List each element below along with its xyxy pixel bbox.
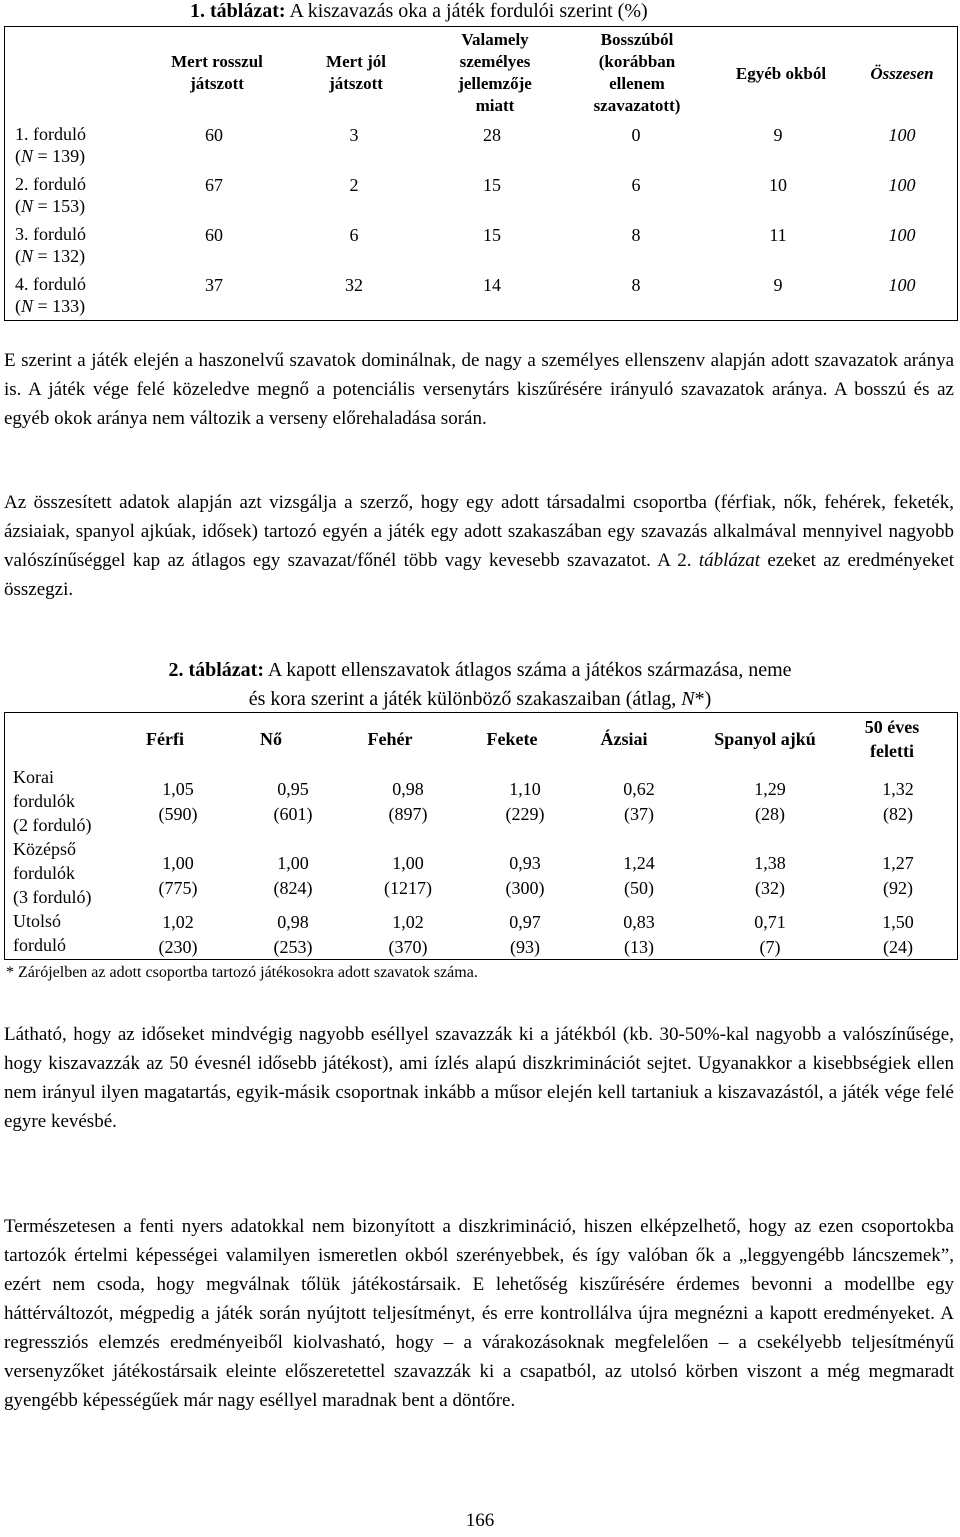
table2-cell-count: (370) — [388, 937, 428, 957]
table2-cell — [730, 851, 810, 901]
table1-col-header — [147, 51, 287, 95]
table2-cell — [138, 910, 218, 960]
table2-cell — [730, 777, 810, 827]
table2-col-header: Fekete — [486, 729, 538, 749]
row-label-line: fordulók — [13, 863, 75, 883]
table2-cell — [138, 777, 218, 827]
table1 — [4, 26, 958, 321]
row-label-line: 1. forduló — [15, 124, 86, 144]
table2-cell — [485, 910, 565, 960]
paragraph-2-text — [4, 488, 954, 604]
table2-title-text2: és kora szerint a játék különböző szakaszaiban (átlag, — [248, 688, 677, 710]
table2-cell — [599, 910, 679, 960]
table2-title-line2 — [0, 685, 960, 714]
table2-cell — [858, 777, 938, 827]
header-line: miatt — [475, 96, 515, 115]
table2-row-label — [13, 837, 91, 909]
table2-title — [0, 656, 960, 714]
table1-cell: 100 — [888, 275, 916, 295]
table2-title-end: *) — [694, 688, 712, 710]
header-line: Mert rosszul — [171, 52, 263, 71]
row-label-line: (2 forduló) — [13, 815, 92, 835]
table2-cell-count: (253) — [273, 937, 313, 957]
header-line: feletti — [870, 741, 914, 761]
table2-cell-count: (50) — [624, 878, 654, 898]
table1-cell: 9 — [773, 125, 783, 145]
table2-cell-value: 0,98 — [392, 779, 424, 799]
table1-row-label — [15, 273, 86, 317]
table2-cell-value: 1,00 — [162, 853, 194, 873]
table2-cell-value: 1,05 — [162, 779, 194, 799]
table2-cell-value: 1,27 — [882, 853, 914, 873]
row-label-count: = 153) — [37, 196, 86, 216]
table2-cell-count: (590) — [158, 804, 198, 824]
table2-cell-value: 1,24 — [623, 853, 655, 873]
table2-cell-value: 0,97 — [509, 912, 541, 932]
header-line: Mert jól — [326, 52, 386, 71]
table2-cell-count: (230) — [158, 937, 198, 957]
table2-cell — [485, 777, 565, 827]
table1-col-header — [567, 29, 707, 117]
table1-col-header — [711, 63, 851, 85]
paren: ( — [15, 146, 21, 166]
table2-col-header: Ázsiai — [600, 729, 648, 749]
page-number: 166 — [465, 1510, 495, 1531]
table2-row-label — [13, 765, 91, 837]
table2-row-label — [13, 909, 66, 957]
row-label-line: Korai — [13, 767, 54, 787]
paragraph-4 — [4, 1212, 954, 1415]
paragraph-2-italic: táblázat — [698, 550, 761, 571]
table2-cell-count: (7) — [759, 937, 781, 957]
table2-col-header: Férfi — [146, 729, 184, 749]
table2-cell-count: (601) — [273, 804, 313, 824]
table2-title-label: 2. táblázat: — [168, 659, 264, 681]
table2-cell — [138, 851, 218, 901]
header-line: (korábban — [598, 52, 676, 71]
table1-cell: 0 — [631, 125, 641, 145]
table1-cell: 2 — [349, 175, 359, 195]
table2-cell-count: (28) — [755, 804, 785, 824]
table1-col-header — [435, 29, 555, 117]
table2-cell — [253, 910, 333, 960]
row-label-line: 2. forduló — [15, 174, 86, 194]
table1-cell: 32 — [345, 275, 363, 295]
table2-cell-value: 0,93 — [509, 853, 541, 873]
row-label-count: = 133) — [37, 296, 86, 316]
table2-cell-count: (1217) — [384, 878, 432, 898]
row-label-line — [15, 195, 86, 217]
table2-cell — [368, 851, 448, 901]
table1-cell: 10 — [769, 175, 787, 195]
header-line: Valamely — [461, 30, 529, 49]
table1-cell: 3 — [349, 125, 359, 145]
table2-cell-value: 0,98 — [277, 912, 309, 932]
table1-cell: 8 — [631, 225, 641, 245]
table2 — [4, 712, 958, 960]
table1-cell: 9 — [773, 275, 783, 295]
table1-cell: 60 — [205, 225, 223, 245]
table1-col-header — [301, 51, 411, 95]
paragraph-2-part: ezeket az eredményeket összegzi. — [4, 550, 954, 600]
table1-row-label — [15, 123, 86, 167]
table2-cell-count: (93) — [510, 937, 540, 957]
table2-cell-count: (37) — [624, 804, 654, 824]
table1-cell: 14 — [483, 275, 501, 295]
table2-col-header — [837, 715, 947, 763]
table2-cell-value: 1,00 — [392, 853, 424, 873]
paragraph-3-text: Látható, hogy az időseket mindvégig nagyobb eséllyel szavazzák ki a játékból (kb. 30-50%-kal nagyobb a valószínűsége, hogy kiszavazzák az 50 évesnél idősebb játékost), ami ízlés alapú diszkriminációt sejtet. Ugyanakkor a kisebbségiek ellen nem irányul ilyen magatartás, egyik-másik csoportnak inkább a műsor elején kell tartaniuk a kiszavazástól, a játék vége felé egyre kevésbé. — [4, 1024, 954, 1132]
table2-footnote: * Zárójelben az adott csoportba tartozó játékosokra adott szavatok száma. — [6, 964, 478, 981]
table2-cell-value: 0,95 — [277, 779, 309, 799]
table1-cell: 37 — [205, 275, 223, 295]
table1-title-label: 1. táblázat: — [190, 0, 286, 22]
table1-cell: 28 — [483, 125, 501, 145]
table2-cell-count: (775) — [158, 878, 198, 898]
table2-col-header: Fehér — [367, 729, 413, 749]
table1-cell: 100 — [888, 125, 916, 145]
table2-cell-value: 0,83 — [623, 912, 655, 932]
header-line: 50 éves — [864, 717, 920, 737]
table1-cell: 8 — [631, 275, 641, 295]
table2-cell-count: (24) — [883, 937, 913, 957]
n-symbol: N — [21, 246, 34, 266]
table2-cell — [858, 851, 938, 901]
table2-cell-value: 1,10 — [509, 779, 541, 799]
header-line: ellenem — [609, 74, 665, 93]
table2-cell-count: (897) — [388, 804, 428, 824]
table2-cell — [858, 910, 938, 960]
table2-cell-count: (82) — [883, 804, 913, 824]
table2-cell-value: 1,02 — [392, 912, 424, 932]
table2-cell-count: (32) — [755, 878, 785, 898]
n-symbol: N — [21, 196, 34, 216]
table2-cell-value: 1,50 — [882, 912, 914, 932]
row-label-line — [15, 295, 86, 317]
table2-cell-value: 1,29 — [754, 779, 786, 799]
table2-cell-value: 1,38 — [754, 853, 786, 873]
table2-cell — [368, 910, 448, 960]
row-label-line — [15, 145, 86, 167]
table2-title-line1 — [0, 656, 960, 685]
table2-cell — [368, 777, 448, 827]
paragraph-4-text: Természetesen a fenti nyers adatokkal nem bizonyított a diszkrimináció, hiszen elképzelhető, hogy az ezen csoportokba tartozók értelmi képességei valamilyen ismeretlen okból szerényebbek, és így valóban ők a „leggyengébb láncszemek”, ezért nem csoda, hogy megválnak tőlük játékostársaik. E lehetőség kiszűrésére érdemes bevonni a modellbe egy háttérváltozót, mégpedig a játék során nyújtott teljesítményt, és erre kontrollálva újra megnézni a kapott eredményeket. A regressziós elemzés eredményeiből kiolvasható, hogy – a várakozásoknak megfelelően – a csekélyebb teljesítményű versenyzőket játékostársaik eleinte előszeretettel szavazzák ki a csapatból, az utolsó körben viszont a még megmaradt gyengébb képességűek már nagy eséllyel maradnak bent a döntőre. — [4, 1216, 954, 1411]
table1-cell: 15 — [483, 175, 501, 195]
table2-title-text: A kapott ellenszavatok átlagos száma a játékos származása, neme — [267, 659, 792, 681]
paragraph-2 — [4, 488, 954, 604]
row-label-line: fordulók — [13, 791, 75, 811]
paragraph-2-part: Az összesített adatok alapján azt vizsgálja a szerző, hogy egy adott társadalmi csoportba (férfiak, nők, fehérek, feketék, ázsiaiak, spanyol ajkúak, idősek) tartozó egyén a játék egy adott szakaszában egy szavazás alkalmával mennyivel nagyobb valószínűséggel kap az átlagos egy szavazat/főnél több vagy kevesebb szavazatot. A 2. — [4, 492, 954, 571]
table2-cell-count: (300) — [505, 878, 545, 898]
table1-col-header — [847, 63, 957, 85]
table2-cell — [599, 851, 679, 901]
table2-cell — [253, 851, 333, 901]
table1-title-text: A kiszavazás oka a játék fordulói szerint (%) — [289, 0, 648, 22]
table1-row-label — [15, 173, 86, 217]
row-label-line: Utolsó — [13, 911, 62, 931]
table2-cell-count: (92) — [883, 878, 913, 898]
header-line: játszott — [329, 74, 383, 93]
table2-cell-value: 1,02 — [162, 912, 194, 932]
table1-cell: 11 — [769, 225, 787, 245]
table2-cell-count: (824) — [273, 878, 313, 898]
table2-cell — [253, 777, 333, 827]
header-line: Egyéb okból — [735, 64, 827, 83]
table1-title — [190, 0, 648, 23]
row-label-line: 4. forduló — [15, 274, 86, 294]
header-line: játszott — [190, 74, 244, 93]
table2-cell — [599, 777, 679, 827]
header-line: Bosszúból — [600, 30, 674, 49]
paren: ( — [15, 296, 21, 316]
table1-cell: 60 — [205, 125, 223, 145]
paragraph-3 — [4, 1020, 954, 1136]
table2-col-header: Nő — [260, 729, 282, 749]
row-label-line: Középső — [13, 839, 76, 859]
table1-cell: 67 — [205, 175, 223, 195]
table2-cell — [730, 910, 810, 960]
table2-cell-value: 1,00 — [277, 853, 309, 873]
paragraph-1-text: E szerint a játék elején a haszonelvű szavatok dominálnak, de nagy a személyes ellenszenv alapján adott szavazatok aránya is. A játék vége felé közeledve megnő a potenciális versenytárs kiszűrésére irányuló szavazatok aránya. A bosszú és az egyéb okok aránya nem változik a verseny előrehaladása során. — [4, 350, 954, 429]
row-label-line: forduló — [13, 935, 66, 955]
table1-cell: 100 — [888, 225, 916, 245]
table1-cell: 100 — [888, 175, 916, 195]
table2-cell-count: (13) — [624, 937, 654, 957]
table1-cell: 6 — [631, 175, 641, 195]
table2-title-n: N — [681, 688, 695, 710]
row-label-line: (3 forduló) — [13, 887, 92, 907]
paren: ( — [15, 246, 21, 266]
table1-row-label — [15, 223, 86, 267]
paren: ( — [15, 196, 21, 216]
table2-col-header: Spanyol ajkú — [714, 729, 816, 749]
row-label-count: = 139) — [37, 146, 86, 166]
table1-cell: 15 — [483, 225, 501, 245]
table2-cell-count: (229) — [505, 804, 545, 824]
table2-cell-value: 0,71 — [754, 912, 786, 932]
header-line: Összesen — [870, 64, 934, 83]
n-symbol: N — [21, 146, 34, 166]
header-line: személyes — [459, 52, 531, 71]
row-label-line: 3. forduló — [15, 224, 86, 244]
row-label-count: = 132) — [37, 246, 86, 266]
header-line: jellemzője — [458, 74, 532, 93]
table2-cell — [485, 851, 565, 901]
table2-cell-value: 0,62 — [623, 779, 655, 799]
row-label-line — [15, 245, 86, 267]
table2-cell-value: 1,32 — [882, 779, 914, 799]
header-line: szavazatott) — [593, 96, 681, 115]
paragraph-1 — [4, 346, 954, 433]
n-symbol: N — [21, 296, 34, 316]
table1-cell: 6 — [349, 225, 359, 245]
